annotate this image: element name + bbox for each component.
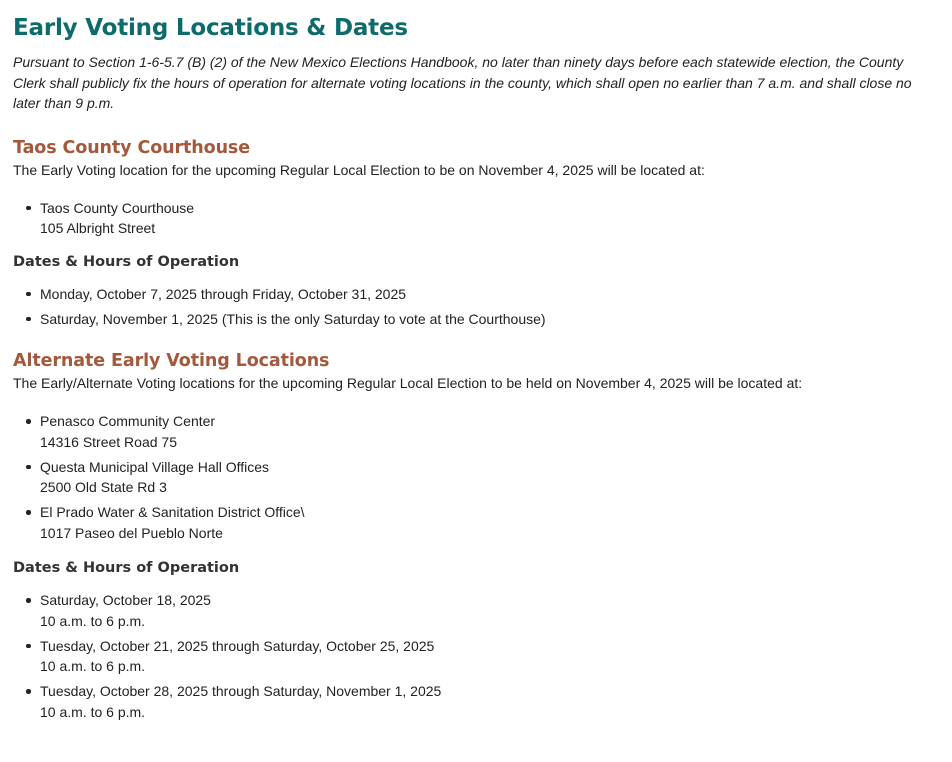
date-range: Monday, October 7, 2025 through Friday, October 31, 2025 [40, 285, 407, 302]
alternate-section [13, 349, 939, 722]
location-address: 14316 Street Road 75 [40, 433, 177, 450]
hours-range: 10 a.m. to 6 p.m. [40, 658, 146, 674]
location-address: 105 Albright Street [40, 220, 156, 236]
courthouse-hours-heading: Dates & Hours of Operation [13, 253, 240, 270]
list-item [40, 284, 939, 305]
courthouse-section [13, 136, 939, 330]
alternate-dates-list [13, 590, 939, 722]
list-item [40, 681, 939, 722]
list-item [40, 502, 939, 543]
location-address: 1017 Paseo del Pueblo Norte [40, 524, 223, 541]
alternate-lead-text: The Early/Alternate Voting locations for the upcoming Regular Local Election to be held on November 4, 2025 will be located at: [13, 375, 803, 391]
list-item [40, 411, 939, 452]
courthouse-heading: Taos County Courthouse [13, 137, 251, 158]
location-name: Taos County Courthouse [40, 199, 195, 216]
alternate-heading: Alternate Early Voting Locations [13, 351, 330, 371]
date-range: Tuesday, October 21, 2025 through Saturday, October 25, 2025 [40, 637, 435, 654]
list-item [40, 636, 939, 677]
date-range: Tuesday, October 28, 2025 through Saturday, November 1, 2025 [40, 683, 442, 699]
date-range: Saturday, November 1, 2025 (This is the only Saturday to vote at the Courthouse) [40, 310, 546, 327]
courthouse-dates-list [13, 284, 939, 330]
location-name: Questa Municipal Village Hall Offices [40, 458, 270, 475]
list-item [40, 198, 939, 239]
intro-statute-text: Pursuant to Section 1-6-5.7 (B) (2) of the New Mexico Elections Handbook, no later than ninety days before each statewide election, the County Clerk shall publicly fix the hours of operation for alternate voting locations in the county, which shall open no earlier than 7 a.m. and shall close no later than 9 p.m. [13, 54, 912, 111]
list-item [40, 590, 939, 631]
page-title: Early Voting Locations & Dates [13, 15, 408, 41]
list-item [40, 309, 939, 330]
list-item [40, 457, 939, 498]
location-address: 2500 Old State Rd 3 [40, 479, 167, 495]
location-name: El Prado Water & Sanitation District Office\ [40, 504, 305, 520]
courthouse-locations-list [13, 198, 939, 239]
hours-range: 10 a.m. to 6 p.m. [40, 612, 146, 629]
courthouse-lead-text: The Early Voting location for the upcoming Regular Local Election to be on November 4, 2025 will be located at: [13, 161, 705, 178]
alternate-locations-list [13, 411, 939, 543]
hours-range: 10 a.m. to 6 p.m. [40, 703, 146, 720]
location-name: Penasco Community Center [40, 413, 216, 429]
alternate-hours-heading: Dates & Hours of Operation [13, 560, 240, 576]
date-range: Saturday, October 18, 2025 [40, 592, 211, 608]
